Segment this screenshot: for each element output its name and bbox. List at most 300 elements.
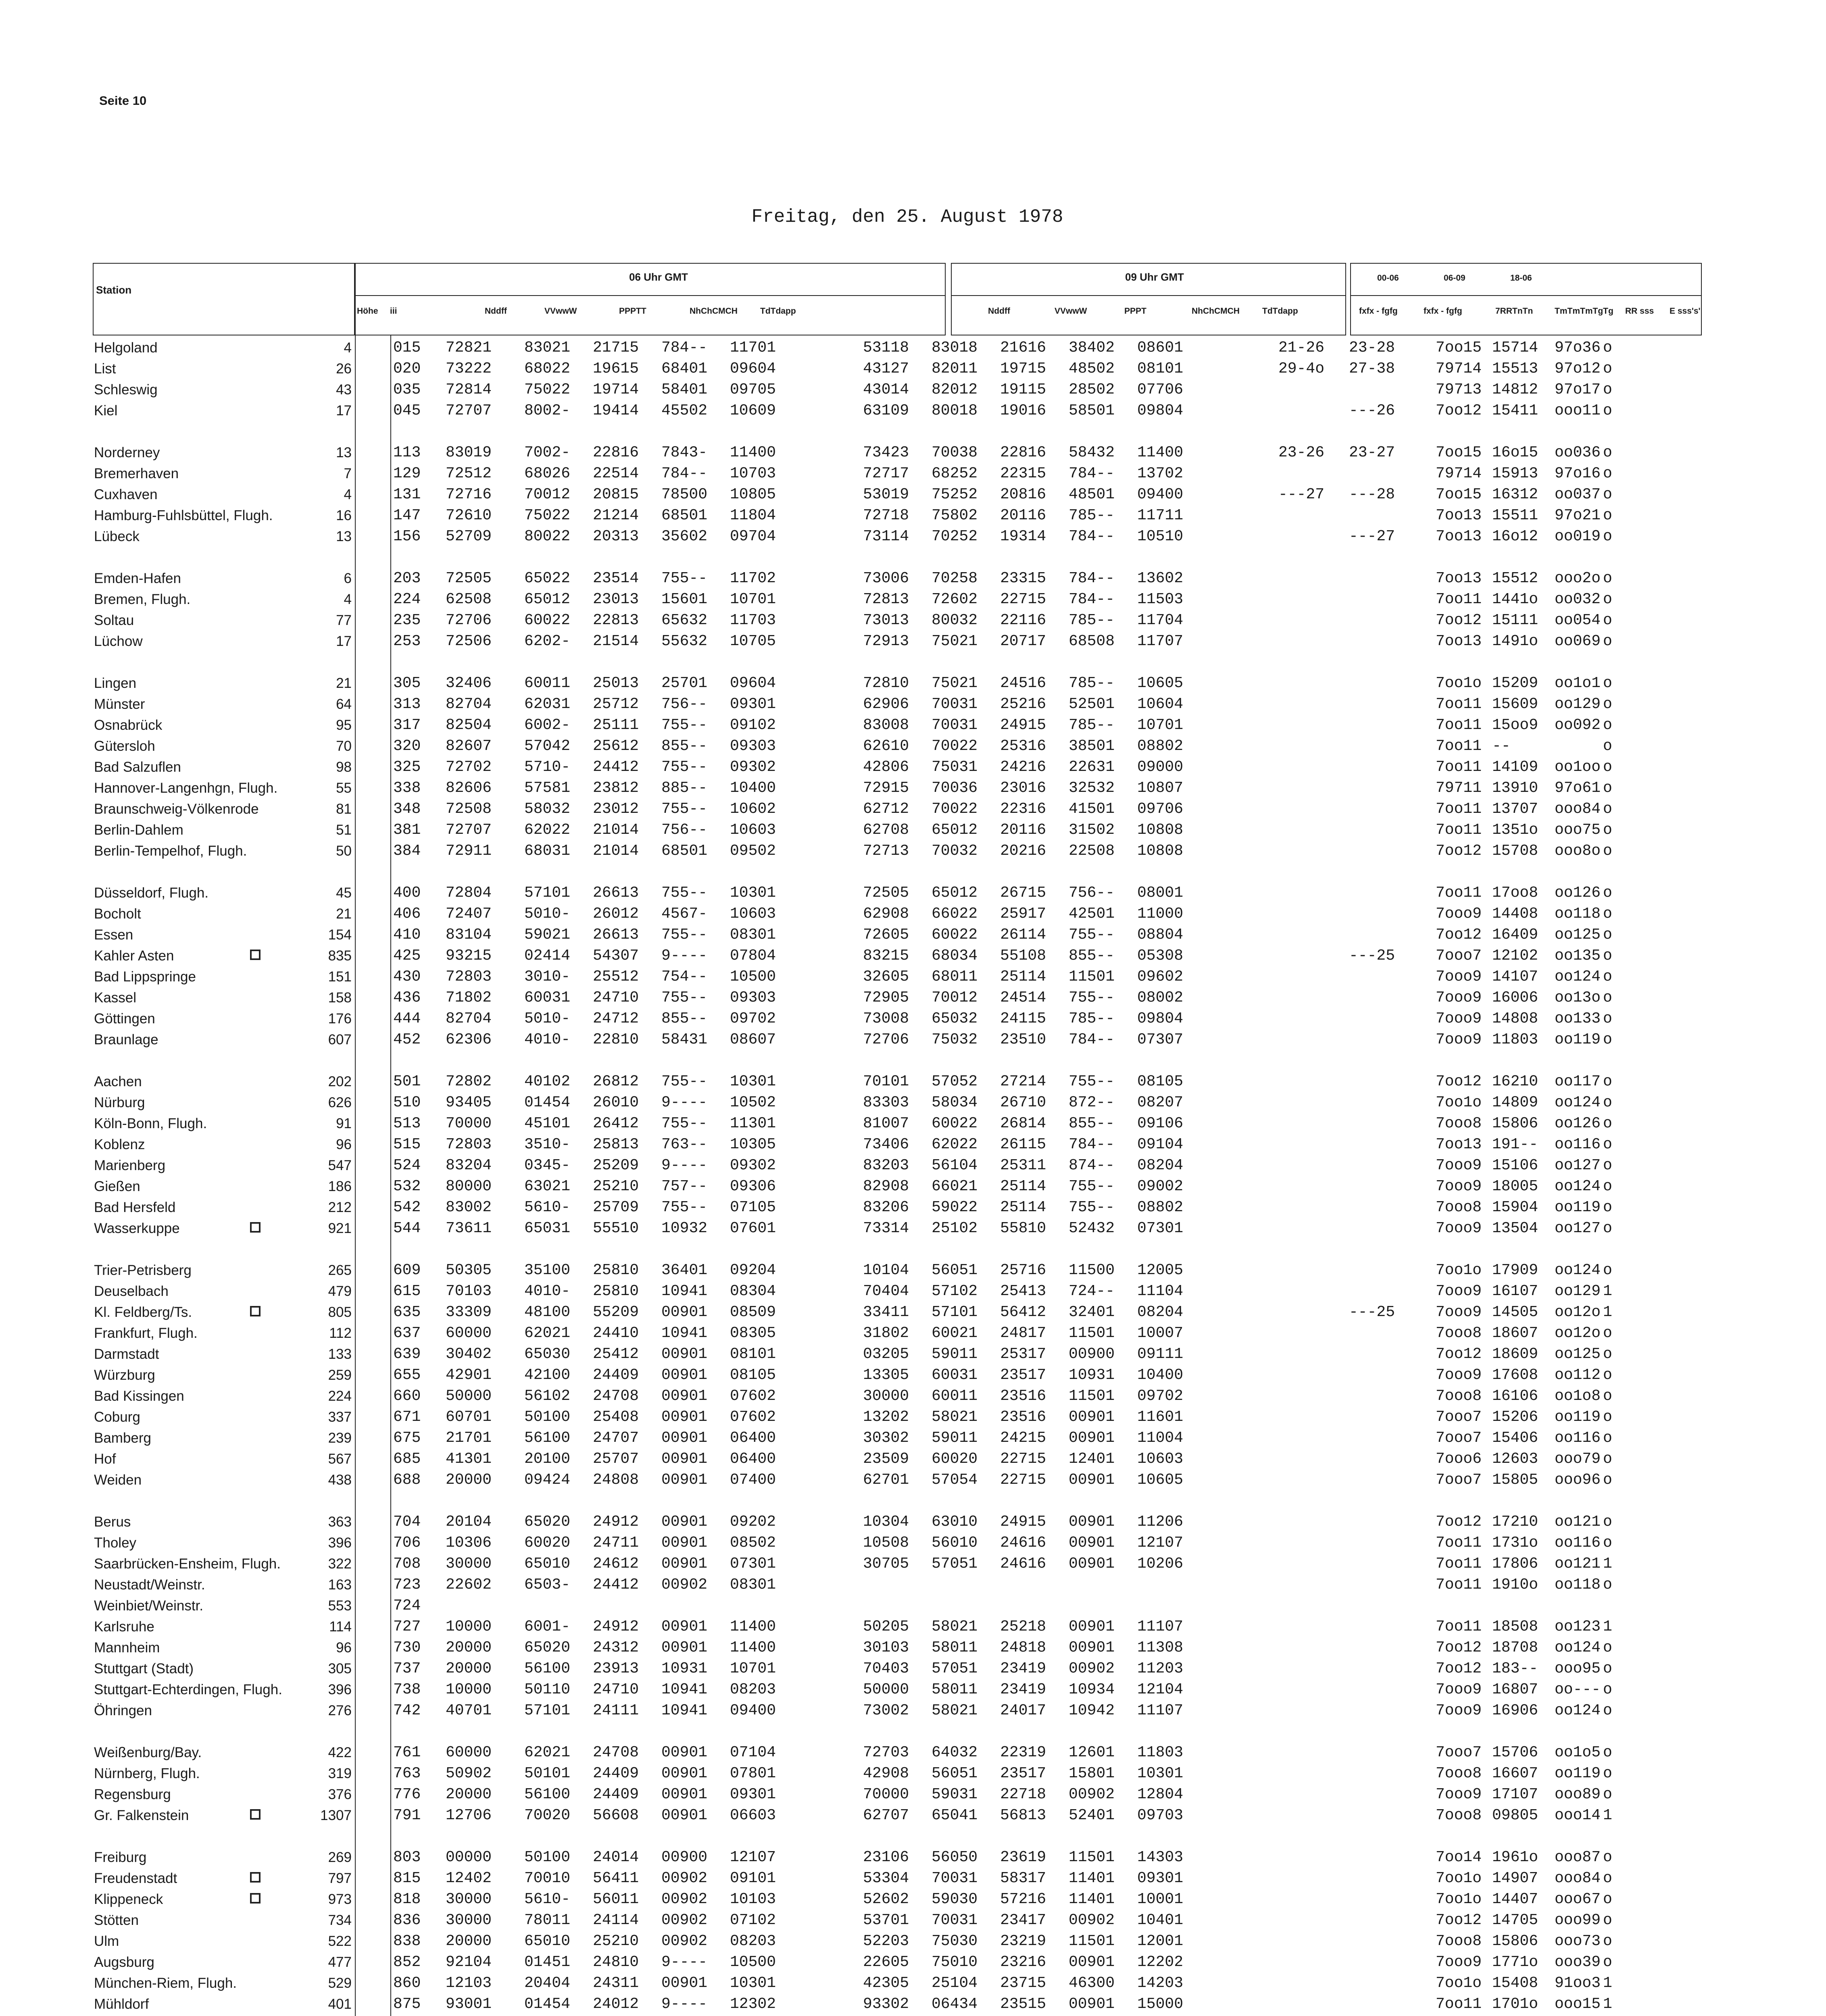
data-cell: 9----: [661, 1995, 708, 2013]
data-cell: o: [1603, 1115, 1612, 1132]
data-cell: 72804: [446, 884, 492, 902]
data-cell: 09000: [1137, 758, 1184, 776]
data-cell: 10942: [1069, 1702, 1115, 1719]
data-cell: 0345-: [524, 1157, 571, 1174]
data-cell: o: [1603, 402, 1612, 419]
data-cell: 785--: [1069, 1010, 1115, 1027]
data-cell: 26715: [1000, 884, 1046, 902]
table-row: [0, 756, 1826, 776]
data-cell: 12601: [1069, 1744, 1115, 1761]
table-row: [0, 337, 1826, 357]
data-cell: oo13o: [1555, 989, 1601, 1006]
data-cell: 10304: [863, 1513, 909, 1531]
data-cell: 23516: [1000, 1387, 1046, 1405]
table-row: [0, 966, 1826, 986]
hoehe-cell: [266, 442, 352, 462]
station-hoehe: 17: [336, 403, 352, 419]
data-cell: 10301: [730, 884, 776, 902]
data-cell: 08105: [730, 1366, 776, 1384]
table-row: [0, 714, 1826, 734]
data-cell: 11107: [1137, 1702, 1184, 1719]
table-header: [93, 263, 1702, 335]
hoehe-cell: [266, 462, 352, 483]
hoehe-cell: [266, 1112, 352, 1133]
hoehe-cell: [266, 672, 352, 692]
data-cell: 11400: [730, 1618, 776, 1635]
data-cell: 785--: [1069, 507, 1115, 524]
data-cell: 53118: [863, 339, 909, 356]
data-cell: 609: [393, 1262, 421, 1279]
data-cell: 6001-: [524, 1618, 571, 1635]
data-cell: 10603: [730, 905, 776, 923]
data-cell: 55108: [1000, 947, 1046, 964]
data-cell: 7oo11: [1436, 1618, 1482, 1635]
data-cell: 11803: [1492, 1031, 1538, 1048]
data-cell: 23419: [1000, 1660, 1046, 1677]
page-label: Seite 10: [99, 94, 147, 108]
data-cell: 24810: [593, 1954, 639, 1971]
data-cell: ooo84: [1555, 800, 1601, 818]
table-row: [0, 1301, 1826, 1321]
data-cell: 12103: [446, 1974, 492, 1992]
header-06-uhr: 06 Uhr GMT: [629, 271, 688, 283]
data-cell: 09202: [730, 1513, 776, 1531]
hoehe-cell: [266, 1532, 352, 1552]
data-cell: 97o61: [1555, 779, 1601, 797]
data-cell: 75802: [932, 507, 978, 524]
data-cell: 00901: [1069, 1534, 1115, 1552]
station-name: Regensburg: [94, 1787, 171, 1802]
data-cell: 82606: [446, 779, 492, 797]
data-cell: 785--: [1069, 612, 1115, 629]
data-cell: ---27: [1349, 528, 1395, 545]
data-cell: o: [1603, 1199, 1612, 1216]
data-cell: 00900: [661, 1849, 708, 1866]
data-cell: oo1oo: [1555, 758, 1601, 776]
data-cell: 21715: [593, 339, 639, 356]
data-cell: 12603: [1492, 1450, 1538, 1468]
data-cell: 13910: [1492, 779, 1538, 797]
station-hoehe: 322: [328, 1556, 352, 1572]
data-cell: 855--: [661, 737, 708, 755]
data-cell: 23812: [593, 779, 639, 797]
data-cell: 784--: [661, 339, 708, 356]
data-cell: 56100: [524, 1660, 571, 1677]
hoehe-cell: [266, 1846, 352, 1866]
data-cell: 23-27: [1349, 444, 1395, 461]
data-cell: o: [1603, 1387, 1612, 1405]
data-cell: 15904: [1492, 1199, 1538, 1216]
hoehe-cell: [266, 1301, 352, 1321]
data-cell: 785--: [1069, 716, 1115, 734]
station-name: Schleswig: [94, 382, 158, 398]
data-cell: 70031: [932, 1912, 978, 1929]
data-cell: ooo2o: [1555, 570, 1601, 587]
station-hoehe: 396: [328, 1682, 352, 1697]
data-cell: 24915: [1000, 1513, 1046, 1531]
table-row: [0, 1762, 1826, 1783]
data-cell: 7ooo9: [1436, 1304, 1482, 1321]
station-name: Münster: [94, 696, 145, 712]
data-cell: 16o12: [1492, 528, 1538, 545]
station-name: Kassel: [94, 990, 137, 1006]
data-cell: 10001: [1137, 1891, 1184, 1908]
data-cell: 15408: [1492, 1974, 1538, 1992]
table-row: [0, 1888, 1826, 1908]
data-cell: ooo84: [1555, 1870, 1601, 1887]
data-cell: o: [1603, 1157, 1612, 1174]
data-cell: 24312: [593, 1639, 639, 1656]
data-cell: 19414: [593, 402, 639, 419]
data-cell: 00902: [661, 1870, 708, 1887]
data-cell: oo116: [1555, 1534, 1601, 1552]
data-cell: 22715: [1000, 591, 1046, 608]
station-hoehe: 734: [328, 1912, 352, 1928]
data-cell: o: [1603, 905, 1612, 923]
data-cell: 83002: [446, 1199, 492, 1216]
data-cell: 5610-: [524, 1891, 571, 1908]
data-cell: o: [1603, 821, 1612, 839]
station-name: Bremen, Flugh.: [94, 591, 191, 607]
data-cell: 58021: [932, 1702, 978, 1719]
data-cell: 70010: [524, 1870, 571, 1887]
data-cell: 406: [393, 905, 421, 923]
data-cell: 7oo12: [1436, 842, 1482, 860]
data-cell: 7oo11: [1436, 821, 1482, 839]
station-name: Düsseldorf, Flugh.: [94, 885, 209, 901]
data-cell: o: [1603, 947, 1612, 964]
data-cell: 59021: [524, 926, 571, 943]
data-cell: 56412: [1000, 1304, 1046, 1321]
data-cell: 4010-: [524, 1283, 571, 1300]
data-cell: 72713: [863, 842, 909, 860]
data-cell: 08002: [1137, 989, 1184, 1006]
data-cell: 26710: [1000, 1094, 1046, 1111]
data-cell: 42901: [446, 1366, 492, 1384]
data-cell: 688: [393, 1471, 421, 1489]
data-cell: 00902: [1069, 1786, 1115, 1803]
data-cell: 852: [393, 1954, 421, 1971]
station-hoehe: 98: [336, 759, 352, 775]
data-cell: 24516: [1000, 675, 1046, 692]
data-cell: 7oo1o: [1436, 675, 1482, 692]
station-hoehe: 6: [344, 571, 352, 586]
data-cell: 19016: [1000, 402, 1046, 419]
data-cell: 13702: [1137, 465, 1184, 482]
data-cell: 70020: [524, 1807, 571, 1824]
header-iii: iii: [390, 306, 397, 316]
data-cell: 70000: [446, 1115, 492, 1132]
data-cell: oo123: [1555, 1618, 1601, 1635]
data-cell: 73114: [863, 528, 909, 545]
data-cell: 97o12: [1555, 360, 1601, 377]
data-cell: 16107: [1492, 1283, 1538, 1300]
data-cell: 22605: [863, 1954, 909, 1971]
data-cell: 7oo15: [1436, 444, 1482, 461]
data-cell: 24817: [1000, 1325, 1046, 1342]
station-name: Gr. Falkenstein: [94, 1808, 189, 1823]
header-06-col-4: NhChCMCH: [690, 306, 738, 316]
data-cell: oo124: [1555, 1639, 1601, 1656]
data-cell: 02414: [524, 947, 571, 964]
data-cell: 7ooo7: [1436, 947, 1482, 964]
data-cell: 13707: [1492, 800, 1538, 818]
hoehe-cell: [266, 1699, 352, 1720]
data-cell: 7oo15: [1436, 486, 1482, 503]
table-row: [0, 1196, 1826, 1216]
data-cell: 60011: [932, 1387, 978, 1405]
data-cell: 01451: [524, 1954, 571, 1971]
station-name: Freudenstadt: [94, 1870, 177, 1886]
data-cell: 24017: [1000, 1702, 1046, 1719]
data-cell: 65032: [932, 1010, 978, 1027]
data-cell: 10000: [446, 1618, 492, 1635]
data-cell: 22816: [593, 444, 639, 461]
data-cell: 68252: [932, 465, 978, 482]
table-row: [0, 1385, 1826, 1405]
data-cell: 7oo11: [1436, 1576, 1482, 1593]
data-cell: 00901: [661, 1807, 708, 1824]
data-cell: 452: [393, 1031, 421, 1048]
data-cell: 08601: [1137, 339, 1184, 356]
data-cell: 72508: [446, 800, 492, 818]
data-cell: 82011: [932, 360, 978, 377]
data-cell: 1: [1603, 1995, 1612, 2013]
data-cell: 19615: [593, 360, 639, 377]
data-cell: 83206: [863, 1199, 909, 1216]
station-name: Lingen: [94, 675, 137, 691]
data-cell: 09106: [1137, 1115, 1184, 1132]
data-cell: 784--: [1069, 528, 1115, 545]
data-cell: 784--: [661, 465, 708, 482]
data-cell: 68031: [524, 842, 571, 860]
data-cell: 755--: [661, 716, 708, 734]
data-cell: 09111: [1137, 1345, 1184, 1363]
data-cell: 22813: [593, 612, 639, 629]
data-cell: 1: [1603, 1974, 1612, 1992]
data-cell: 00901: [661, 1513, 708, 1531]
data-cell: 10807: [1137, 779, 1184, 797]
table-row: [0, 1972, 1826, 1992]
data-cell: 12102: [1492, 947, 1538, 964]
data-cell: 60020: [932, 1450, 978, 1468]
data-cell: 1491o: [1492, 633, 1538, 650]
data-cell: 11803: [1137, 1744, 1184, 1761]
data-cell: 07602: [730, 1387, 776, 1405]
data-cell: 20104: [446, 1513, 492, 1531]
data-cell: 11704: [1137, 612, 1184, 629]
data-cell: oo126: [1555, 884, 1601, 902]
data-cell: 10932: [661, 1220, 708, 1237]
data-cell: 83021: [524, 339, 571, 356]
data-cell: 09702: [730, 1010, 776, 1027]
table-row: [0, 693, 1826, 713]
table-row: [0, 1364, 1826, 1384]
data-cell: 75252: [932, 486, 978, 503]
data-cell: 17909: [1492, 1262, 1538, 1279]
data-cell: 320: [393, 737, 421, 755]
data-cell: 305: [393, 675, 421, 692]
station-name: Coburg: [94, 1409, 140, 1425]
data-cell: 1: [1603, 1304, 1612, 1321]
data-cell: 30103: [863, 1639, 909, 1656]
data-cell: 24912: [593, 1513, 639, 1531]
data-cell: oo069: [1555, 633, 1601, 650]
data-cell: 45502: [661, 402, 708, 419]
data-cell: 42305: [863, 1974, 909, 1992]
data-cell: o: [1603, 1178, 1612, 1195]
hoehe-cell: [266, 1993, 352, 2013]
station-hoehe: 13: [336, 445, 352, 460]
data-cell: 515: [393, 1136, 421, 1153]
header-09-col-5: TdTdapp: [1262, 306, 1298, 316]
data-cell: 23315: [1000, 570, 1046, 587]
data-cell: 7oo11: [1436, 1555, 1482, 1572]
data-cell: 82704: [446, 696, 492, 713]
data-cell: 23-28: [1349, 339, 1395, 356]
data-cell: 7oo15: [1436, 339, 1482, 356]
data-cell: 09705: [730, 381, 776, 398]
header-station: Station: [96, 284, 132, 296]
data-cell: 17107: [1492, 1786, 1538, 1803]
data-cell: 41301: [446, 1450, 492, 1468]
data-cell: 24412: [593, 1576, 639, 1593]
station-hoehe: 4: [344, 591, 352, 607]
table-row: [0, 1280, 1826, 1300]
data-cell: 72703: [863, 1744, 909, 1761]
data-cell: o: [1603, 507, 1612, 524]
data-cell: 129: [393, 465, 421, 482]
data-cell: ---25: [1349, 1304, 1395, 1321]
data-cell: 17oo8: [1492, 884, 1538, 902]
data-cell: 58401: [661, 381, 708, 398]
data-cell: 15206: [1492, 1408, 1538, 1426]
header-06-col-5: TdTdapp: [760, 306, 796, 316]
data-cell: 62022: [524, 821, 571, 839]
data-cell: 93001: [446, 1995, 492, 2013]
data-cell: 23514: [593, 570, 639, 587]
data-cell: 08203: [730, 1933, 776, 1950]
data-cell: 50100: [524, 1849, 571, 1866]
data-cell: 24412: [593, 758, 639, 776]
data-cell: 36401: [661, 1262, 708, 1279]
data-cell: 50205: [863, 1618, 909, 1635]
data-cell: 20000: [446, 1639, 492, 1656]
station-hoehe: 305: [328, 1661, 352, 1677]
data-cell: 22315: [1000, 465, 1046, 482]
station-name: Freiburg: [94, 1849, 147, 1865]
station-hoehe: 186: [328, 1179, 352, 1194]
data-cell: 23219: [1000, 1933, 1046, 1950]
station-hoehe: 973: [328, 1891, 352, 1907]
station-name: Lübeck: [94, 529, 140, 544]
data-cell: 763: [393, 1765, 421, 1782]
data-cell: 97o21: [1555, 507, 1601, 524]
data-cell: 7ooo9: [1436, 1178, 1482, 1195]
data-cell: 75010: [932, 1954, 978, 1971]
table-row: [0, 1427, 1826, 1447]
data-cell: 68401: [661, 360, 708, 377]
data-cell: 07301: [730, 1555, 776, 1572]
data-cell: 70031: [932, 716, 978, 734]
data-cell: 31802: [863, 1325, 909, 1342]
station-name: Göttingen: [94, 1011, 155, 1027]
data-cell: 25712: [593, 696, 639, 713]
data-cell: 25111: [593, 716, 639, 734]
data-cell: 784--: [1069, 1031, 1115, 1048]
station-name: Kahler Asten: [94, 948, 174, 964]
table-row: [0, 1112, 1826, 1133]
header-rr: RR sss: [1625, 306, 1654, 316]
data-cell: 60022: [524, 612, 571, 629]
table-row: [0, 1029, 1826, 1049]
data-cell: 00901: [661, 1450, 708, 1468]
table-row: [0, 1217, 1826, 1237]
data-cell: 65632: [661, 612, 708, 629]
data-cell: 09204: [730, 1262, 776, 1279]
data-cell: 27-38: [1349, 360, 1395, 377]
data-cell: 83018: [932, 339, 978, 356]
data-cell: 23216: [1000, 1954, 1046, 1971]
data-cell: 73013: [863, 612, 909, 629]
data-cell: 07706: [1137, 381, 1184, 398]
data-cell: 5710-: [524, 758, 571, 776]
data-cell: 65022: [524, 570, 571, 587]
station-name: Gießen: [94, 1179, 140, 1194]
data-cell: o: [1603, 1366, 1612, 1384]
data-cell: 08101: [730, 1345, 776, 1363]
hoehe-cell: [266, 504, 352, 525]
data-cell: 21-26: [1278, 339, 1325, 356]
data-cell: 21514: [593, 633, 639, 650]
station-hoehe: 607: [328, 1032, 352, 1048]
data-cell: 11501: [1069, 1387, 1115, 1405]
data-cell: 15106: [1492, 1157, 1538, 1174]
data-cell: 07301: [1137, 1220, 1184, 1237]
data-cell: 43127: [863, 360, 909, 377]
data-cell: 72407: [446, 905, 492, 923]
data-cell: 52709: [446, 528, 492, 545]
data-cell: 22514: [593, 465, 639, 482]
data-cell: 00901: [661, 1304, 708, 1321]
data-cell: 09302: [730, 758, 776, 776]
data-cell: 7ooo9: [1436, 989, 1482, 1006]
station-hoehe: 64: [336, 696, 352, 712]
data-cell: 83215: [863, 947, 909, 964]
hoehe-cell: [266, 714, 352, 734]
data-cell: 83008: [863, 716, 909, 734]
station-hoehe: 363: [328, 1514, 352, 1530]
data-cell: o: [1603, 1912, 1612, 1929]
data-cell: 72506: [446, 633, 492, 650]
data-cell: 08207: [1137, 1094, 1184, 1111]
data-cell: oo121: [1555, 1555, 1601, 1572]
hoehe-cell: [266, 1762, 352, 1783]
data-cell: o: [1603, 570, 1612, 587]
data-cell: 09602: [1137, 968, 1184, 985]
data-cell: 09400: [1137, 486, 1184, 503]
data-cell: 10934: [1069, 1681, 1115, 1698]
data-cell: 11503: [1137, 591, 1184, 608]
hoehe-cell: [266, 1741, 352, 1762]
data-cell: 30302: [863, 1429, 909, 1447]
data-cell: o: [1603, 716, 1612, 734]
data-cell: 73314: [863, 1220, 909, 1237]
data-cell: oo116: [1555, 1429, 1601, 1447]
data-cell: 755--: [661, 884, 708, 902]
data-cell: 07104: [730, 1744, 776, 1761]
data-cell: 09706: [1137, 800, 1184, 818]
